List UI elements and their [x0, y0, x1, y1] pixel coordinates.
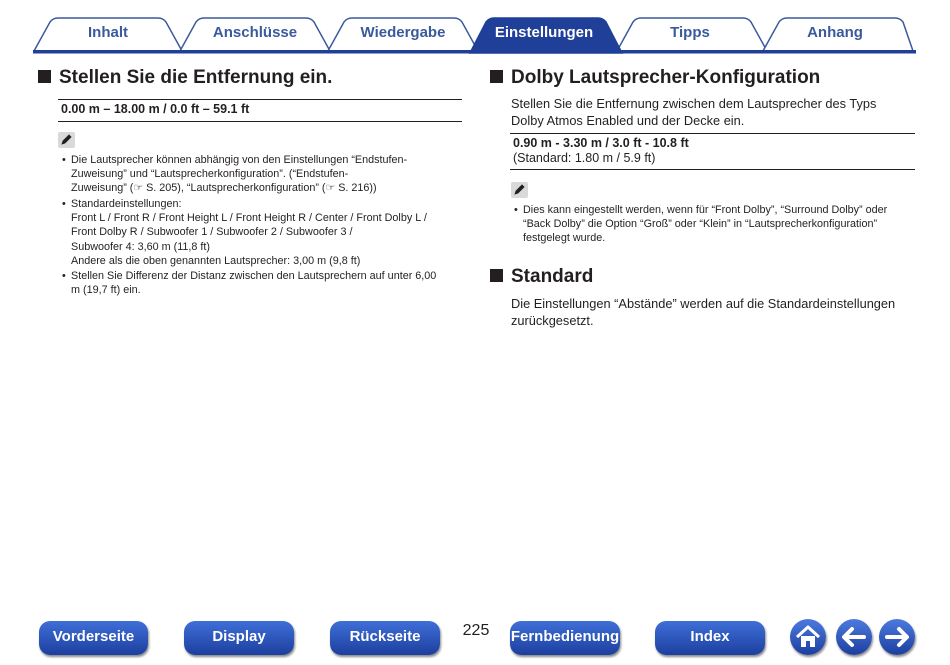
body-line: zurückgesetzt. [511, 312, 594, 328]
back-page-button[interactable]: Rückseite [330, 621, 440, 655]
note-line: Front Dolby R / Subwoofer 1 / Subwoofer 2 / Subwoofer 3 / [71, 226, 353, 239]
divider [58, 99, 462, 100]
divider [58, 121, 462, 122]
note-line-page-ref[interactable]: Zuweisung” (☞ S. 205), “Lautsprecherkonfiguration” (☞ S. 216)) [71, 182, 377, 195]
note-line: m (19,7 ft) ein. [71, 284, 141, 297]
note-line: Zuweisung” und “Lautsprecherkonfiguration”. (“Endstufen- [71, 168, 349, 181]
forward-arrow-button[interactable] [879, 619, 915, 655]
list-item: • Standardeinstellungen: Front L / Front R / Front Height L / Front Height R / Center / Front Dolby L / Front Dolby R / Subwoofer 1 / Subwoofer 2 / Subwoofer 3 / Subwoofer 4: 3,60 m (11,8 ft) Andere als die oben genannten Lautsprecher: 3,00 m (9,8 ft) [62, 198, 427, 267]
display-button[interactable]: Display [184, 621, 294, 655]
tab-wiedergabe[interactable]: Wiedergabe [360, 24, 446, 41]
note-line: “Back Dolby” die Option “Groß” oder “Klein” in “Lautsprecherkonfiguration” [523, 218, 878, 231]
note-line: Subwoofer 4: 3,60 m (11,8 ft) [71, 240, 211, 253]
section-title-dolby-text: Dolby Lautsprecher-Konfiguration [511, 67, 821, 88]
home-icon [790, 619, 826, 655]
section-title-dolby [490, 67, 820, 89]
section-title-distance-text: Stellen Sie die Entfernung ein. [59, 67, 333, 88]
index-button[interactable]: Index [655, 621, 765, 655]
page-number: 225 [462, 622, 490, 639]
square-bullet-icon [490, 70, 503, 83]
home-button[interactable] [790, 619, 826, 655]
body-line: Stellen Sie die Entfernung zwischen dem Lautsprecher des Typs [511, 96, 877, 111]
tab-inhalt[interactable]: Inhalt [88, 24, 128, 41]
tab-einstellungen[interactable]: Einstellungen [494, 24, 594, 41]
section-title-standard [490, 266, 593, 288]
divider [510, 169, 915, 170]
list-item: • Die Lautsprecher können abhängig von den Einstellungen “Endstufen- Zuweisung” und “Lautsprecherkonfiguration”. (“Endstufen- Zuweisung” (☞ S. 205), “Lautsprecherkonfiguration” (☞ S. 216)) [62, 154, 408, 195]
square-bullet-icon [490, 269, 503, 282]
tab-tipps[interactable]: Tipps [670, 24, 710, 41]
note-line: festgelegt wurde. [523, 232, 606, 245]
body-line: Dolby Atmos Enabled und der Decke ein. [511, 112, 745, 128]
note-line: Dies kann eingestellt werden, wenn für “Front Dolby”, “Surround Dolby” oder [523, 204, 888, 216]
pencil-icon [58, 132, 75, 148]
list-item: • Dies kann eingestellt werden, wenn für “Front Dolby”, “Surround Dolby” oder “Back Dolby” die Option “Groß” oder “Klein” in “Lautsprecherkonfiguration” festgelegt wurde. [514, 204, 888, 245]
arrow-left-icon [836, 619, 872, 655]
tab-baseline [33, 50, 916, 54]
standard-description [511, 296, 895, 329]
tab-anschluesse[interactable]: Anschlüsse [212, 24, 298, 41]
section-title-distance [38, 67, 332, 89]
note-line: Front L / Front R / Front Height L / Front Height R / Center / Front Dolby L / [71, 212, 427, 225]
arrow-right-icon [879, 619, 915, 655]
note-line: Stellen Sie Differenz der Distanz zwischen den Lautsprechern auf unter 6,00 [71, 270, 437, 282]
square-bullet-icon [38, 70, 51, 83]
pencil-icon [511, 182, 528, 198]
divider [510, 133, 915, 134]
dolby-default: (Standard: 1.80 m / 5.9 ft) [513, 151, 656, 165]
note-line: Standardeinstellungen: [71, 198, 182, 210]
remote-button[interactable]: Fernbedienung [510, 621, 620, 655]
dolby-description [511, 96, 876, 129]
list-item: • Stellen Sie Differenz der Distanz zwischen den Lautsprechern auf unter 6,00 m (19,7 ft) ein. [62, 270, 437, 297]
front-page-button[interactable]: Vorderseite [39, 621, 148, 655]
tab-anhang[interactable]: Anhang [807, 24, 863, 41]
tab-bar [0, 0, 950, 56]
section-title-standard-text: Standard [511, 266, 594, 287]
note-line: Andere als die oben genannten Lautsprecher: 3,00 m (9,8 ft) [71, 254, 361, 267]
note-line: Die Lautsprecher können abhängig von den Einstellungen “Endstufen- [71, 154, 408, 166]
back-arrow-button[interactable] [836, 619, 872, 655]
body-line: Die Einstellungen “Abstände” werden auf die Standardeinstellungen [511, 296, 896, 311]
distance-range: 0.00 m – 18.00 m / 0.0 ft – 59.1 ft [61, 102, 250, 116]
dolby-range: 0.90 m - 3.30 m / 3.0 ft - 10.8 ft [513, 136, 689, 150]
